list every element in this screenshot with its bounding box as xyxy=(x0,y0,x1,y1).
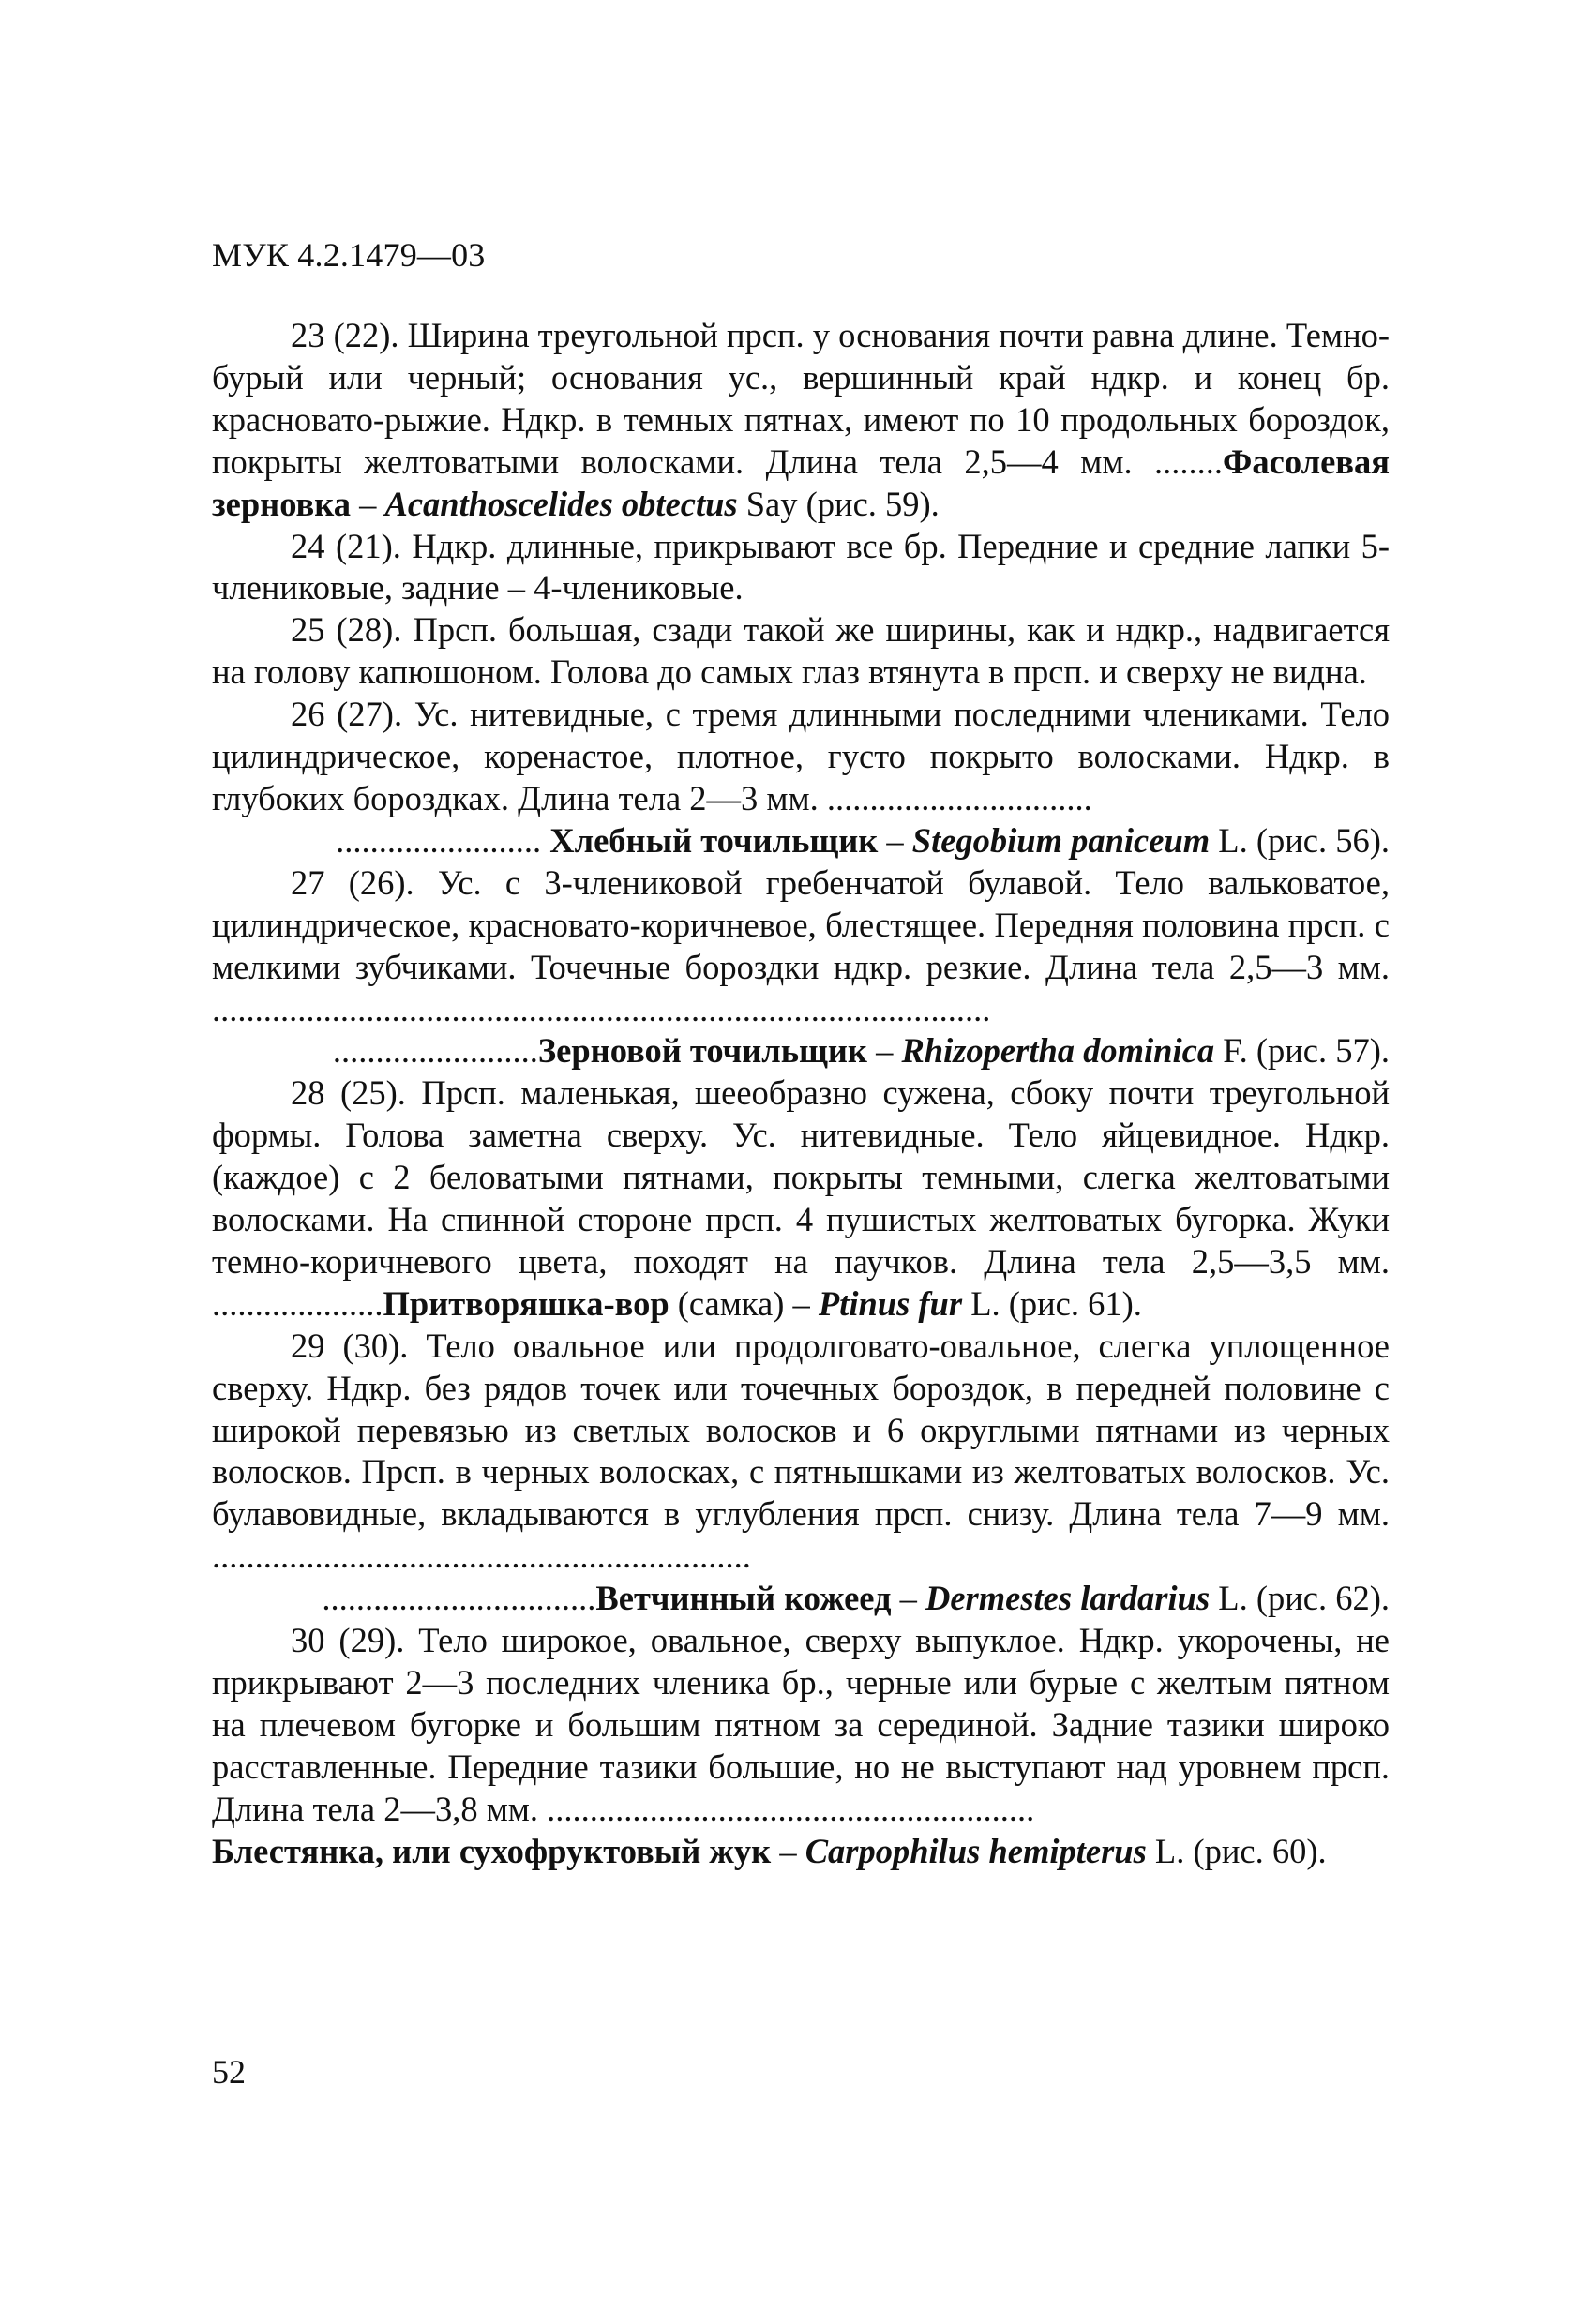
species-common-name: Фасолевая зерновка xyxy=(212,442,1390,523)
species-latin-name: Ptinus fur xyxy=(818,1283,963,1323)
leader-dots: ................................ xyxy=(322,1579,596,1618)
key-entry-24: 24 (21). Ндкр. длинные, прикрывают все бр. Передние и средние лапки 5-члениковые, задние – 4-члениковые. xyxy=(212,526,1390,607)
key-entry-28 xyxy=(212,1072,1390,1325)
separator-dash: – xyxy=(878,820,912,860)
leader-dots: ........................ xyxy=(336,820,542,860)
species-author-figure: F. (рис. 57). xyxy=(1214,1031,1390,1071)
key-entry-30: 30 (29). Тело широкое, овальное, сверху выпуклое. Ндкр. укорочены, не прикрывают 2—3 последних членика бр., черные или бурые с желтым пятном на плечевом бугорке и большим пятном за серединой. Задние тазики широко расставленные. Передние тазики большие, но не выступают над уровнем прсп. Длина тела 2—3,8 мм. ......................................................... xyxy=(212,1621,1390,1828)
page-number: 52 xyxy=(212,2053,246,2091)
leader-dots: ........................ xyxy=(332,1031,538,1071)
species-common-name: Хлебный точильщик xyxy=(549,820,879,860)
species-author-figure: L. (рис. 62). xyxy=(1210,1579,1390,1618)
species-common-name: Зерновой точильщик xyxy=(537,1031,867,1071)
key-entry-27: 27 (26). Ус. с 3-члениковой гребенчатой булавой. Тело вальковатое, цилиндрическое, красновато-коричневое, блестящее. Передняя половина прсп. с мелкими зубчиками. Точечные бороздки ндкр. резкие. Длина тела 2,5—3 мм. ........................................................................................... xyxy=(212,862,1390,1028)
species-latin-name: Dermestes lardarius xyxy=(925,1579,1211,1618)
species-common-name: Ветчинный кожеед xyxy=(595,1579,892,1618)
species-author-figure: L. (рис. 56). xyxy=(1210,820,1390,860)
species-author-figure: L. (рис. 60). xyxy=(1146,1831,1327,1870)
species-latin-name: Stegobium paniceum xyxy=(911,820,1211,860)
separator-dash: – xyxy=(866,1031,902,1071)
species-common-name: Притворяшка-вор xyxy=(383,1283,669,1323)
key-entry-29: 29 (30). Тело овальное или продолговато-овальное, слегка уплощенное сверху. Ндкр. без рядов точек или точечных бороздок, в передней половине с широкой перевязью из светлых волосков и 6 округлыми пятнами из черных волосков. Прсп. в черных волосках, с пятнышками из желтоватых волосков. Ус. булавовидные, вкладываются в углубления прсп. снизу. Длина тела 7—9 мм. ............................................................... xyxy=(212,1326,1390,1576)
separator-dash: – xyxy=(891,1579,925,1618)
key-entry-29-result xyxy=(212,1578,1390,1620)
species-latin-name: Carpophilus hemipterus xyxy=(805,1831,1147,1870)
entry-description: 28 (25). Прсп. маленькая, шееобразно сужена, сбоку почти треугольной формы. Голова заметна сверху. Ус. нитевидные. Тело яйцевидное. Ндкр. (каждое) с 2 беловатыми пятнами, покрыты темными, слегка желтоватыми волосками. На спинной стороне прсп. 4 пушистых желтоватых бугорка. Жуки темно-коричневого цвета, походят на паучков. Длина тела 2,5—3,5 мм. .................... xyxy=(212,1073,1390,1323)
species-latin-name: Acanthoscelides obtectus xyxy=(384,484,738,523)
key-entry-25: 25 (28). Прсп. большая, сзади такой же ширины, как и ндкр., надвигается на голову капюшоном. Голова до самых глаз втянута в прсп. и сверху не видна. xyxy=(212,610,1390,692)
species-common-name: Блестянка, или сухофруктовый жук xyxy=(212,1831,772,1870)
document-code: МУК 4.2.1479—03 xyxy=(212,236,486,274)
key-entry-30-result xyxy=(212,1831,1390,1873)
key-entry-26-result xyxy=(212,820,1390,862)
species-latin-name: Rhizopertha dominica xyxy=(901,1031,1215,1071)
entry-description: 23 (22). Ширина треугольной прсп. у основания почти равна длине. Темно-бурый или черный; основания ус., вершинный край ндкр. и конец бр. красновато-рыжие. Ндкр. в темных пятнах, имеют по 10 продольных бороздок, покрыты желтоватыми волосками. Длина тела 2,5—4 мм. ........ xyxy=(212,316,1391,481)
key-entry-23 xyxy=(212,315,1390,526)
species-author-figure: Say (рис. 59). xyxy=(737,484,940,523)
key-entry-27-result xyxy=(212,1030,1390,1072)
sex-note: (самка) – xyxy=(669,1283,819,1323)
identification-key-text xyxy=(212,315,1390,1873)
separator-dash: – xyxy=(350,484,385,523)
species-author-figure: L. (рис. 61). xyxy=(962,1283,1142,1323)
separator-dash: – xyxy=(771,1831,805,1870)
key-entry-26: 26 (27). Ус. нитевидные, с тремя длинными последними члениками. Тело цилиндрическое, коренастое, плотное, густо покрыто волосками. Ндкр. в глубоких бороздках. Длина тела 2—3 мм. ............................... xyxy=(212,695,1390,817)
